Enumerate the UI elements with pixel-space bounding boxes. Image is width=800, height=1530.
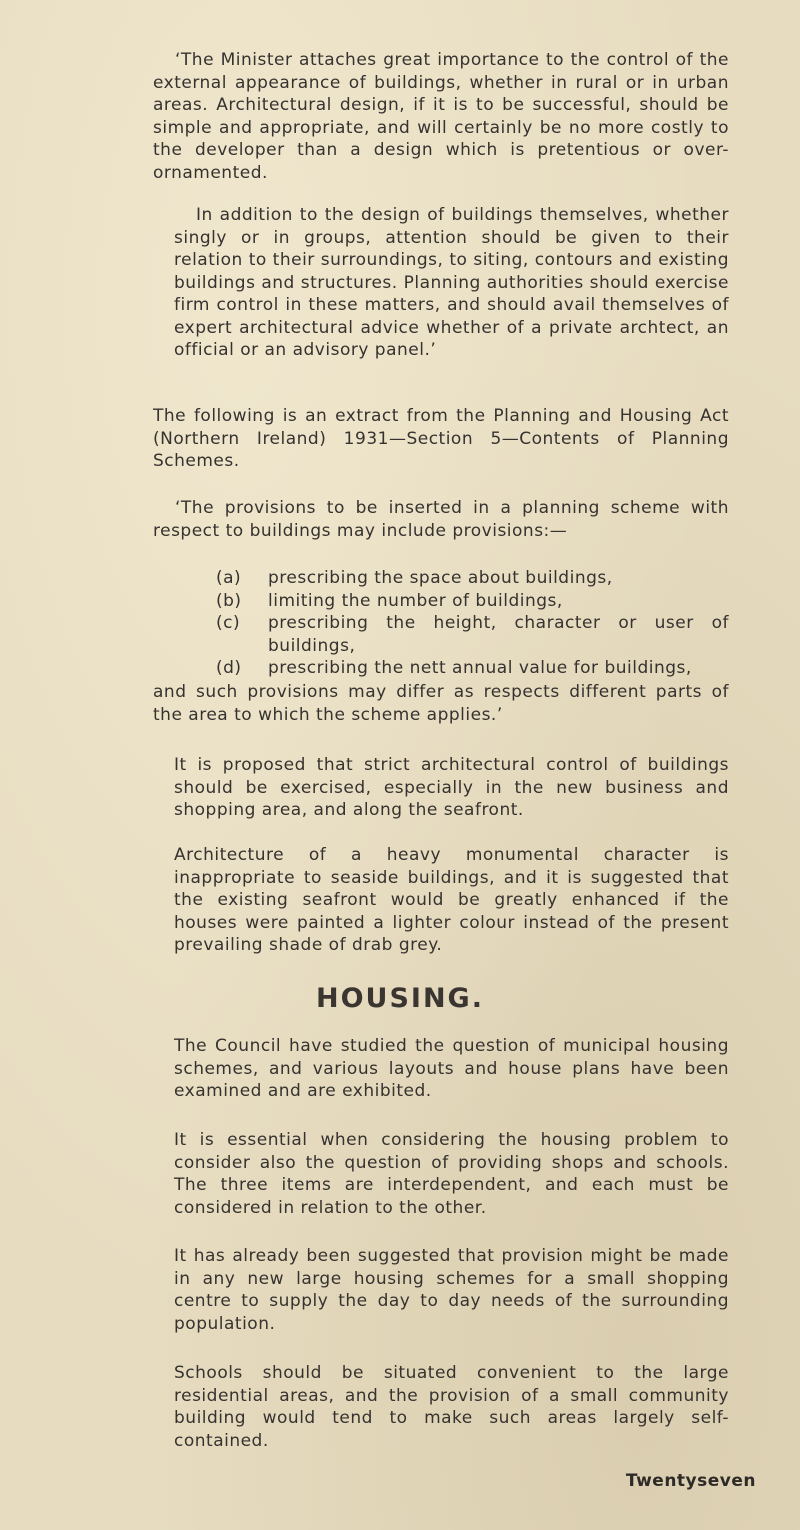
list-item-text: prescribing the nett annual value for buildings, [268, 658, 692, 678]
paragraph-provisions-intro: ‘The provisions to be inserted in a planning scheme with respect to buildings may include provisions:— [153, 498, 729, 541]
paragraph-schools: Schools should be situated convenient to the large residential areas, and the provision of a small community building would tend to make such areas largely self-contained. [174, 1363, 729, 1451]
list-marker: (c) [216, 613, 241, 633]
list-item-text: prescribing the space about buildings, [268, 568, 613, 588]
list-marker: (b) [216, 590, 242, 611]
paragraph-minister-control: ‘The Minister attaches great importance to the control of the external appearance of buildings, whether in rural or in urban areas. Architectural design, if it is to be successful, should be simple and appropriate, and will certainly be no more costly to the developer than a design which is pretentious or over-ornamented. [153, 50, 729, 183]
list-item-text: prescribing the height, character or user of buildings, [268, 613, 729, 656]
paragraph-design-surroundings: In addition to the design of buildings themselves, whether singly or in groups, attention should be given to their relation to their surroundings, to siting, contours and existing buildings and structures. Planning authorities should exercise firm control in these matters, and should avail themselves of expert architectural advice whether of a private archtect, an official or an advisory panel.’ [174, 205, 729, 360]
provisions-list [216, 567, 729, 680]
section-heading-housing: HOUSING. [316, 983, 484, 1014]
list-marker: (a) [216, 568, 242, 588]
list-item [216, 612, 729, 657]
list-item-text: limiting the number of buildings, [268, 590, 563, 611]
paragraph-provisions-continuation: and such provisions may differ as respects different parts of the area to which the scheme applies.’ [153, 682, 729, 725]
paragraph-housing-shops-schools: It is essential when considering the housing problem to consider also the question of providing shops and schools. The three items are interdependent, and each must be considered in relation to the other. [174, 1130, 729, 1218]
paragraph-seaside-architecture: Architecture of a heavy monumental character is inappropriate to seaside buildings, and it is suggested that the existing seafront would be greatly enhanced if the houses were painted a lighter colour instead of the present prevailing shade of drab grey. [174, 845, 729, 955]
paragraph-municipal-housing: The Council have studied the question of municipal housing schemes, and various layouts and house plans have been examined and are exhibited. [174, 1036, 729, 1101]
page-number: Twentyseven [625, 1471, 756, 1491]
list-item [216, 567, 729, 590]
list-marker: (d) [216, 658, 242, 678]
list-item [216, 657, 729, 680]
paragraph-planning-act-extract: The following is an extract from the Planning and Housing Act (Northern Ireland) 1931—Section 5—Contents of Planning Schemes. [153, 406, 729, 471]
paragraph-architectural-control: It is proposed that strict architectural control of buildings should be exercised, especially in the new business and shopping area, and along the seafront. [174, 755, 729, 820]
list-item [216, 590, 729, 613]
paragraph-shopping-centre: It has already been suggested that provision might be made in any new large housing schemes for a small shopping centre to supply the day to day needs of the surrounding population. [174, 1246, 729, 1334]
